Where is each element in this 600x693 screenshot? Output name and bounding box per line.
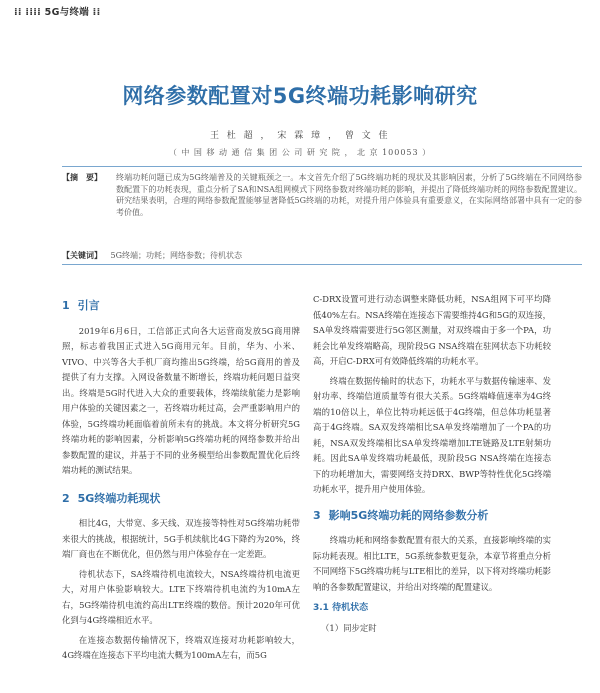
right-column [313,292,551,636]
right-paragraph-2: 终端在数据传输时的状态下，功耗水平与数据传输速率、发射功率、终端信道质量等有很大关系。5G终端峰值速率为4G终端的10倍以上，单位比特功耗远低于4G终端，但总体功耗显著高于4G终端。SA双发终端相比SA单发终端增加了一个PA的功耗，NSA双发终端相比SA单发终端增加LTE链路及LTE射频功耗。因此SA单发终端功耗最低，现阶段5G NSA终端在连接态下的功耗增加大，需要网络支持DRX、BWP等特性优化5G终端功耗水平，提升用户使用体验。 [313,375,551,494]
section-2-title: 5G终端功耗现状 [77,491,161,505]
subsection-3-1-1-heading: （1）同步定时 [321,622,377,633]
section-2-paragraph-2: 待机状态下，SA终端待机电流较大，NSA终端待机电流更大，对用户体验影响较大。LTE下终端待机电流约为10mA左右，5G终端待机电流约高出LTE终端的数倍。预计2020年可优化到与4G终端相近水平。 [62,568,300,625]
section-1-number: 1 [62,299,70,312]
section-1-paragraph: 2019年6月6日，工信部正式向各大运营商发放5G商用牌照，标志着我国正式进入5G商用元年。目前，华为、小米、VIVO、中兴等各大手机厂商均推出5G终端，给5G商用的普及提供了有力支撑。入网设备数量不断增长，终端功耗问题日益突出。终端是5G时代进入大众的重要载体，终端续航能力是影响用户体验的关键因素之一，若终端功耗过高，会严重影响用户的体验，5G终端功耗面临着前所未有的挑战。本文将分析研究5G终端功耗的影响因素，分析影响5G终端功耗的网络参数并给出参数配置的建议，并基于不同的业务模型给出参数配置优化后终端功耗的测试结果。 [62,325,300,475]
abstract-block [62,172,582,218]
right-paragraph-1: C-DRX设置可进行动态调整来降低功耗，NSA组网下可平均降低40%左右。NSA终端在连接态下需要维持4G和5G的双连接，SA单发终端需要进行5G邻区测量，对双终端由于多一个PA，功耗会比单发终端略高，现阶段5G NSA终端在驻网状态下功耗较高，开启C-DRX可有效降低终端的功耗水平。 [313,294,551,366]
section-3-paragraph: 终端功耗和网络参数配置有很大的关系，直接影响终端的实际功耗表现。相比LTE，5G系统参数更复杂，本章节将重点分析不同网络下5G终端功耗与LTE相比的差异，以下将对终端功耗影响的各参数配置建议，并给出对终端的配置建议。 [313,535,551,592]
section-3-heading [313,508,551,524]
keywords-label: 【关键词】 [62,250,102,260]
section-2-heading [62,491,300,507]
divider-top [62,166,582,167]
paper-authors: 王 杜 超 ， 宋 霖 璋 ， 曾 文 佳 [209,131,391,141]
keywords-text: 5G终端；功耗；网络参数；待机状态 [110,251,243,260]
section-1-heading [62,298,300,314]
keywords-block [62,250,582,261]
section-3-title: 影响5G终端功耗的网络参数分析 [328,508,489,522]
paper-title: 网络参数配置对5G终端功耗影响研究 [122,84,478,108]
section-1-title: 引言 [77,299,100,312]
abstract-label: 【摘 要】 [62,172,102,182]
abstract-text: 终端功耗问题已成为5G终端普及的关键瓶颈之一。本文首先介绍了5G终端功耗的现状及其影响因素，分析了5G终端在不同网络参数配置下的功耗表现，重点分析了SA和NSA组网模式下网络参数对终端功耗的影响，并提出了降低终端功耗的网络参数配置建议。研究结果表明，合理的网络参数配置能够显著降低5G终端的功耗，对提升用户体验具有重要意义，在实际网络部署中具有一定的参考价值。 [116,173,582,217]
section-2-number: 2 [62,491,70,505]
section-2-paragraph-1: 相比4G，大带宽、多天线、双连接等特性对5G终端功耗带来很大的挑战，根据统计，5G手机续航比4G下降约为20%，终端厂商也在不断优化，但仍然与用户体验存在一定差距。 [62,518,300,559]
running-header: ⁞⁞ ⁞⁞⁞⁞ 5G与终端 ⁞⁞ [14,7,101,18]
left-column [62,290,300,668]
divider-bottom [62,264,582,265]
paper-affiliation: （ 中 国 移 动 通 信 集 团 公 司 研 究 院 ， 北 京 100053 ） [168,148,432,157]
section-2-paragraph-3: 在连接态数据传输情况下，终端双连接对功耗影响较大，4G终端在连接态下平均电流大概为100mA左右，而5G [62,634,300,660]
subsection-3-1-heading: 3.1 待机状态 [313,603,369,613]
section-3-number: 3 [313,508,321,522]
